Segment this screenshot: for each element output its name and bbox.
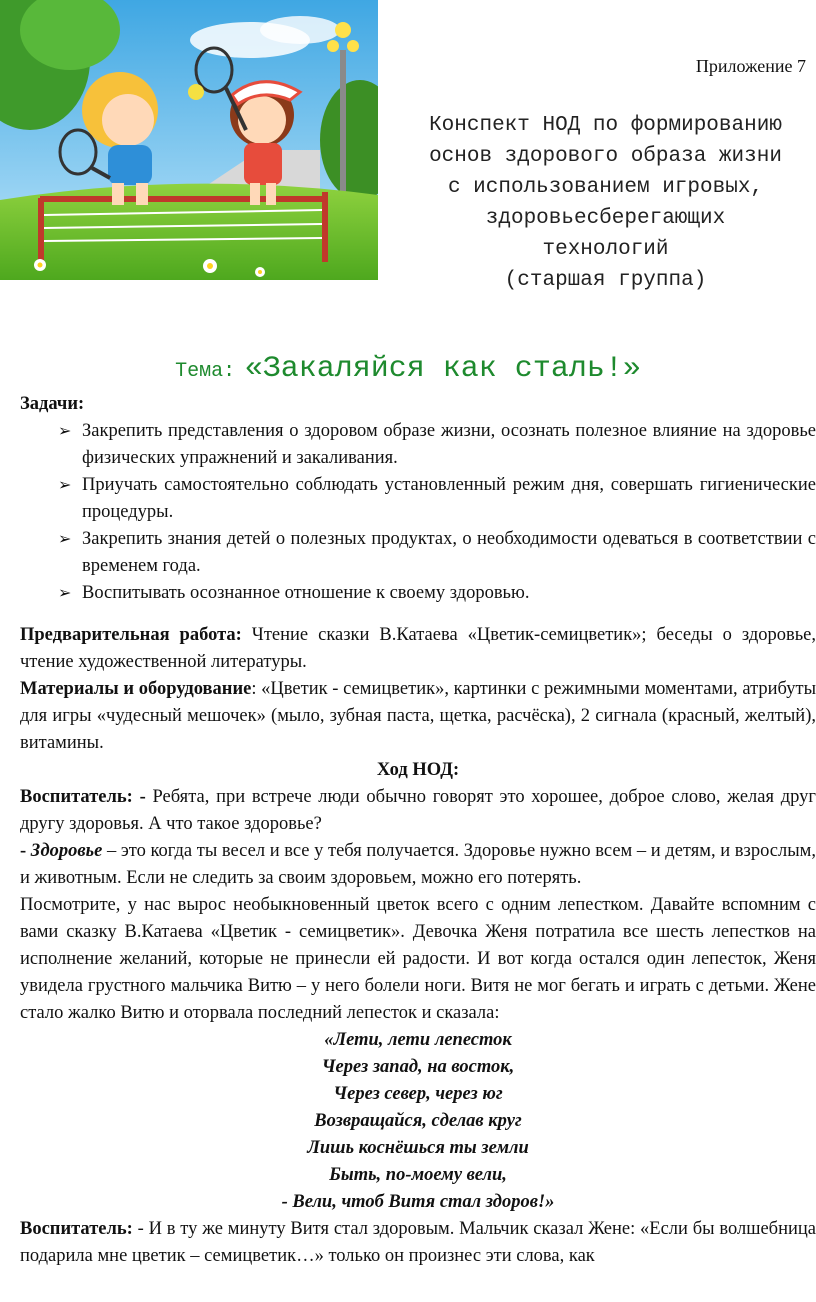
document-body xyxy=(20,391,816,1270)
poem xyxy=(20,1027,816,1216)
poem-line: Через запад, на восток, xyxy=(321,1057,515,1077)
arrow-bullet-icon: ➢ xyxy=(58,423,72,440)
tasks-heading: Задачи: xyxy=(20,394,85,414)
topic-label: Тема: xyxy=(175,360,236,383)
poem-line: Быть, по-моему вели, xyxy=(329,1165,507,1185)
topic-heading xyxy=(0,352,816,386)
tennis-kids-illustration xyxy=(0,0,378,280)
title-line: технологий xyxy=(542,238,669,261)
arrow-bullet-icon: ➢ xyxy=(58,585,72,602)
course-heading: Ход НОД: xyxy=(376,760,460,780)
list-item: ➢ Закрепить знания детей о полезных продуктах, о необходимости одеваться в соответствии с временем года. xyxy=(20,526,816,580)
story-paragraph: Посмотрите, у нас вырос необыкновенный цветок всего с одним лепестком. Давайте вспомним с вами сказку В.Катаева «Цветик - семицветик». Девочка Женя потратила все шесть лепестков на исполнение желаний, которые не принесли ей радости. И вот когда остался один лепесток, Женя увидела грустного мальчика Витю – у него болели ноги. Витя не мог бегать и играть с детьми. Жене стало жалко Витю и оторвала последний лепесток и сказала: xyxy=(20,895,816,1023)
poem-line: - Вели, чтоб Витя стал здоров!» xyxy=(281,1192,555,1212)
title-line: (старшая группа) xyxy=(504,269,707,292)
title-line: с использованием игровых, xyxy=(447,176,764,199)
topic-value: «Закаляйся как сталь!» xyxy=(244,352,641,386)
arrow-bullet-icon: ➢ xyxy=(58,477,72,494)
title-line: Конспект НОД по формированию xyxy=(429,114,782,137)
poem-line: «Лети, лети лепесток xyxy=(324,1030,512,1050)
appendix-label: Приложение 7 xyxy=(695,56,806,76)
poem-line: Через север, через юг xyxy=(333,1084,503,1104)
tasks-list xyxy=(20,418,816,607)
poem-line: Возвращайся, сделав круг xyxy=(314,1111,522,1131)
materials-paragraph: Материалы и оборудование: «Цветик - семицветик», картинки с режимными моментами, атрибуты для игры «чудесный мешочек» (мыло, зубная паста, щетка, расчёска), 2 сигнала (красный, желтый), витамины. xyxy=(20,679,816,753)
prep-paragraph: Предварительная работа: Чтение сказки В.Катаева «Цветик-семицветик»; беседы о здоровье, чтение художественной литературы. xyxy=(20,625,816,672)
document-title xyxy=(395,110,816,296)
teacher-paragraph-2: Воспитатель: - И в ту же минуту Витя стал здоровым. Мальчик сказал Жене: «Если бы волшебница подарила мне цветик – семицветик…» только он произнес эти слова, как xyxy=(20,1219,816,1266)
arrow-bullet-icon: ➢ xyxy=(58,531,72,548)
title-line: основ здорового образа жизни xyxy=(429,145,782,168)
poem-line: Лишь коснёшься ты земли xyxy=(307,1138,529,1158)
title-line: здоровьесберегающих xyxy=(485,207,726,230)
list-item: ➢ Закрепить представления о здоровом образе жизни, осознать полезное влияние на здоровье физических упражнений и закаливания. xyxy=(20,418,816,472)
list-item: ➢ Воспитывать осознанное отношение к своему здоровью. xyxy=(20,580,816,607)
health-paragraph: - Здоровье – это когда ты весел и все у тебя получается. Здоровье нужно всем – и детям, и взрослым, и животным. Если не следить за своим здоровьем, можно его потерять. xyxy=(20,841,816,888)
list-item: ➢ Приучать самостоятельно соблюдать установленный режим дня, совершать гигиенические процедуры. xyxy=(20,472,816,526)
teacher-paragraph: Воспитатель: - Ребята, при встрече люди обычно говорят это хорошее, доброе слово, желая друг другу здоровья. А что такое здоровье? xyxy=(20,787,816,834)
